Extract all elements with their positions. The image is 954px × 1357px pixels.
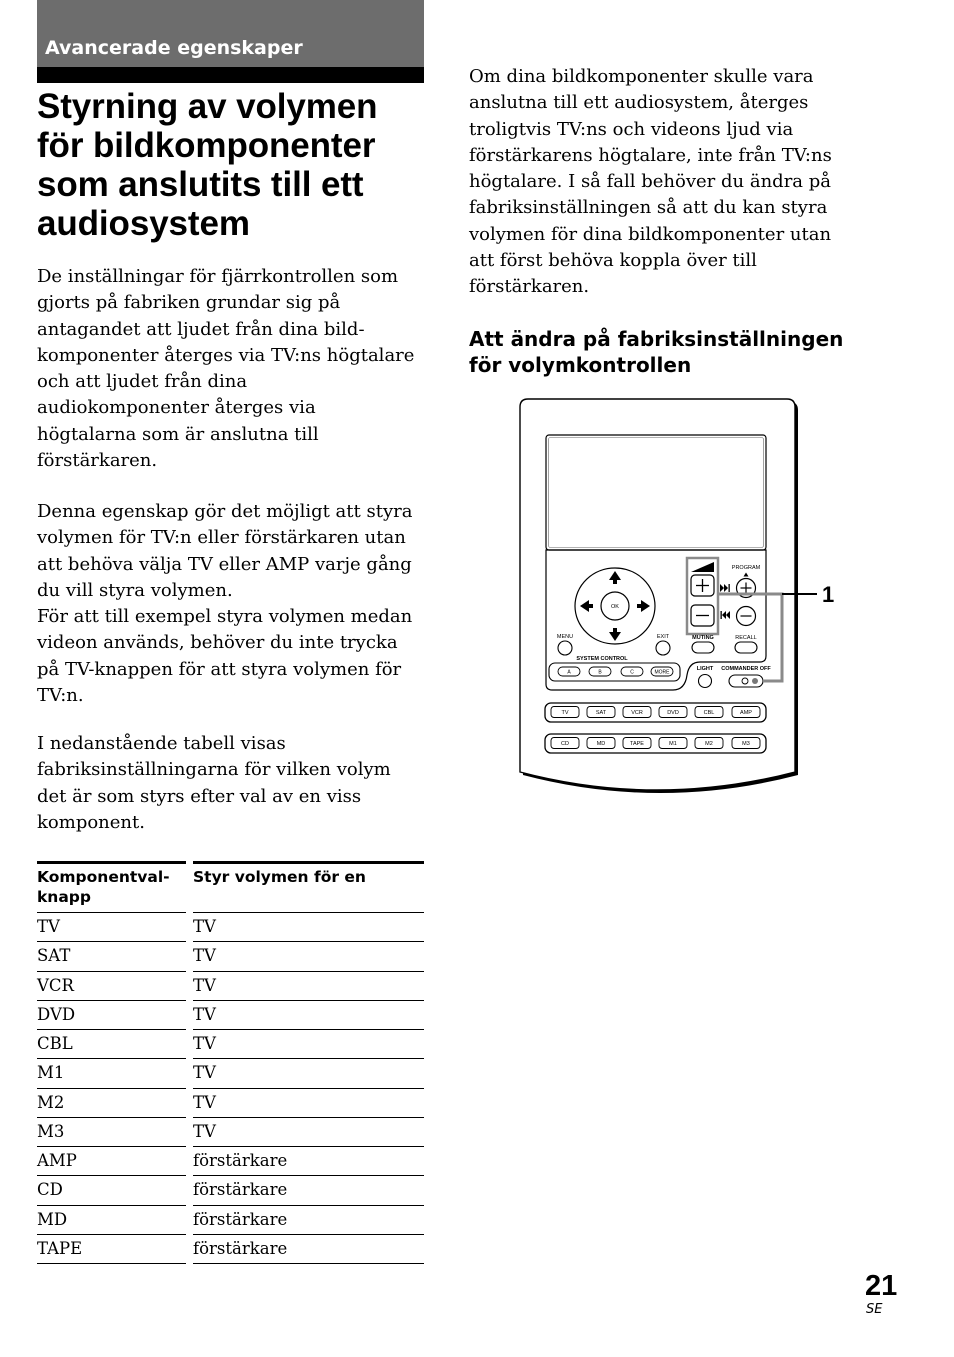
table-header-volume-target: Styr volymen för en xyxy=(193,861,424,913)
volume-settings-table xyxy=(37,861,424,1264)
text-line: förstärkarens högtalare, inte från TV:ns xyxy=(469,144,832,166)
section-subheading xyxy=(469,326,843,378)
muting-label: MUTING xyxy=(692,635,714,641)
remote-display-screen xyxy=(546,435,766,550)
exit-button xyxy=(656,641,670,655)
text-line: att först behöva koppla över till xyxy=(469,250,757,272)
text-line: audiokomponenter återges via xyxy=(37,397,316,419)
text-line: anslutna till ett audiosystem, återges xyxy=(469,92,809,114)
title-line: audiosystem xyxy=(37,204,250,243)
text-line: I nedanstående tabell visas xyxy=(37,733,286,754)
table-row xyxy=(37,942,424,971)
page-language-code: SE xyxy=(866,1302,883,1317)
text-line: fabriksinställningen så att du kan styra xyxy=(469,197,828,219)
page-number: 21 xyxy=(865,1270,898,1302)
text-line: att behöva välja TV eller AMP varje gång xyxy=(37,553,412,575)
table-cell-volume-target: förstärkare xyxy=(193,1147,424,1176)
feature-paragraph xyxy=(37,499,412,709)
text-line: antagandet att ljudet från dina bild- xyxy=(37,318,365,340)
table-header-line: Komponentval- xyxy=(37,868,170,886)
table-body xyxy=(37,913,424,1264)
table-cell-volume-target: TV xyxy=(193,942,424,971)
table-cell-component: M3 xyxy=(37,1118,186,1147)
table-intro-paragraph xyxy=(37,731,391,836)
title-line: som anslutits till ett xyxy=(37,165,364,204)
table-row xyxy=(37,972,424,1001)
text-line: fabriksinställningarna för vilken volym xyxy=(37,759,391,781)
source-button-label: CBL xyxy=(703,710,715,716)
table-cell-component: M2 xyxy=(37,1089,186,1118)
source-button-label: TAPE xyxy=(630,741,644,747)
text-line: det är som styrs efter val av en viss xyxy=(37,785,362,807)
system-control-label: SYSTEM CONTROL xyxy=(576,656,628,662)
source-button-label: AMP xyxy=(740,710,752,716)
table-row xyxy=(37,1030,424,1059)
section-header-title: Avancerade egenskaper xyxy=(45,37,303,59)
right-paragraph xyxy=(469,64,832,301)
text-line: gjorts på fabriken grundar sig på xyxy=(37,292,341,314)
text-line: De inställningar för fjärrkontrollen som xyxy=(37,266,399,287)
text-line: komponent. xyxy=(37,811,145,833)
source-button-label: MD xyxy=(596,741,606,747)
table-row xyxy=(37,1059,424,1088)
table-header-component-button xyxy=(37,861,186,913)
table-cell-volume-target: TV xyxy=(193,1001,424,1030)
table-header-line: knapp xyxy=(37,888,91,906)
text-line: Denna egenskap gör det möjligt att styra xyxy=(37,501,413,522)
section-header-bar xyxy=(37,0,424,67)
text-line: förstärkaren. xyxy=(469,276,590,298)
table-cell-component: MD xyxy=(37,1206,186,1235)
direction-pad xyxy=(575,568,655,644)
table-cell-volume-target: TV xyxy=(193,913,424,942)
table-cell-component: TV xyxy=(37,913,186,942)
table-cell-component: VCR xyxy=(37,972,186,1001)
table-row xyxy=(37,1147,424,1176)
table-cell-component: CD xyxy=(37,1176,186,1205)
recall-label: RECALL xyxy=(735,635,757,641)
table-cell-volume-target: TV xyxy=(193,1059,424,1088)
text-line: volymen för TV:n eller förstärkaren utan xyxy=(37,527,406,549)
text-line: TV:n. xyxy=(37,685,84,707)
text-line: volymen för dina bildkomponenter utan xyxy=(469,223,832,245)
table-row xyxy=(37,1001,424,1030)
recall-button xyxy=(735,642,757,653)
table-cell-volume-target: förstärkare xyxy=(193,1235,424,1264)
table-cell-component: CBL xyxy=(37,1030,186,1059)
table-row xyxy=(37,1235,424,1264)
callout-number: 1 xyxy=(822,582,835,607)
table-row xyxy=(37,1118,424,1147)
source-button-label: CD xyxy=(561,741,569,747)
source-button-label: TV xyxy=(561,710,569,716)
table-cell-component: TAPE xyxy=(37,1235,186,1264)
commander-off-label: COMMANDER OFF xyxy=(721,666,771,672)
source-button-label: M3 xyxy=(742,741,750,747)
page-title xyxy=(37,87,377,243)
text-line: För att till exempel styra volymen medan xyxy=(37,606,413,628)
light-button xyxy=(699,675,712,688)
system-button-more-label: MORE xyxy=(654,669,670,676)
section-header-rule xyxy=(37,67,424,83)
source-button-label: VCR xyxy=(631,710,643,716)
table-cell-volume-target: TV xyxy=(193,972,424,1001)
table-cell-volume-target: TV xyxy=(193,1089,424,1118)
source-button-label: M1 xyxy=(669,741,677,747)
table-cell-component: DVD xyxy=(37,1001,186,1030)
program-label: PROGRAM xyxy=(731,565,761,571)
text-line: Om dina bildkomponenter skulle vara xyxy=(469,66,814,87)
system-button-b-label: B xyxy=(598,669,602,676)
table-cell-component: M1 xyxy=(37,1059,186,1088)
text-line: på TV-knappen för att styra volymen för xyxy=(37,658,402,680)
source-button-label: M2 xyxy=(705,741,713,747)
muting-button xyxy=(692,642,714,653)
table-cell-volume-target: TV xyxy=(193,1030,424,1059)
switch-off-position xyxy=(742,678,748,684)
table-row xyxy=(37,1206,424,1235)
subheading-line: Att ändra på fabriksinställningen xyxy=(469,327,844,351)
table-row xyxy=(37,1089,424,1118)
table-cell-component: AMP xyxy=(37,1147,186,1176)
table-row xyxy=(37,1176,424,1205)
text-line: och att ljudet från dina xyxy=(37,371,248,393)
text-line: troligtvis TV:ns och videons ljud via xyxy=(469,118,794,140)
menu-label: MENU xyxy=(556,634,574,640)
table-row xyxy=(37,913,424,942)
text-line: videon används, behöver du inte trycka xyxy=(37,632,398,654)
table-cell-component: SAT xyxy=(37,942,186,971)
light-label: LIGHT xyxy=(696,666,714,672)
ok-label: OK xyxy=(611,604,619,610)
table-cell-volume-target: TV xyxy=(193,1118,424,1147)
source-button-label: DVD xyxy=(667,710,679,716)
source-button-label: SAT xyxy=(595,710,607,716)
title-line: för bildkomponenter xyxy=(37,126,376,165)
system-button-c-label: C xyxy=(630,669,634,676)
text-line: högtalarna som är anslutna till xyxy=(37,423,319,445)
menu-button xyxy=(558,641,572,655)
subheading-line: för volymkontrollen xyxy=(469,353,692,377)
remote-control-illustration xyxy=(510,392,850,802)
table-cell-volume-target: förstärkare xyxy=(193,1206,424,1235)
intro-paragraph xyxy=(37,264,414,474)
table-cell-volume-target: förstärkare xyxy=(193,1176,424,1205)
exit-label: EXIT xyxy=(656,634,670,640)
switch-knob xyxy=(752,678,758,684)
text-line: förstärkaren. xyxy=(37,450,158,472)
text-line: komponenter återges via TV:ns högtalare xyxy=(37,344,415,366)
text-line: högtalare. I så fall behöver du ändra på xyxy=(469,171,832,193)
title-line: Styrning av volymen xyxy=(37,87,378,126)
text-line: du vill styra volymen. xyxy=(37,579,233,601)
system-button-a-label: A xyxy=(567,669,571,676)
